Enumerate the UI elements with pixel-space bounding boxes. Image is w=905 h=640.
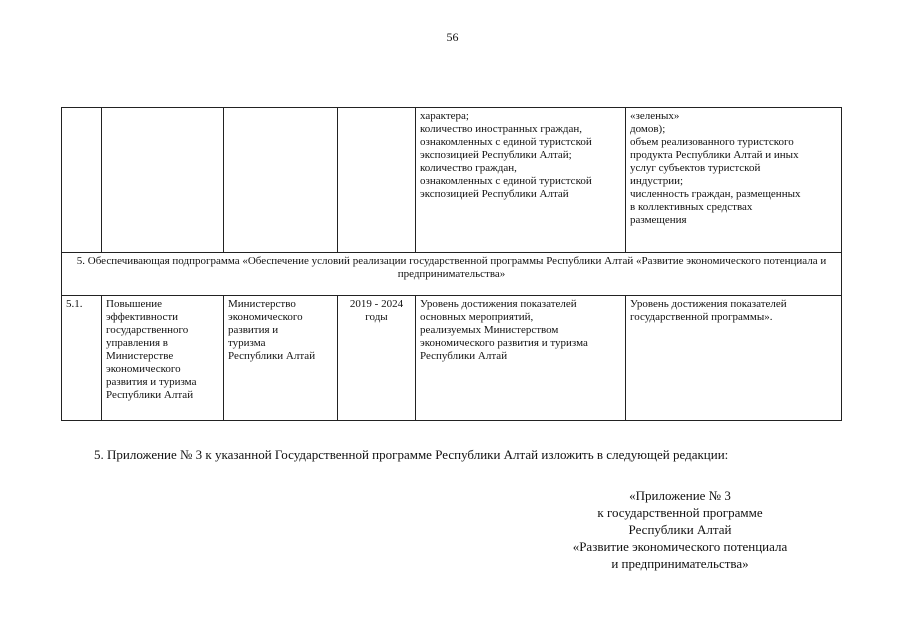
text-line: Республики Алтай [420, 350, 508, 362]
text-line: Повышение [106, 298, 163, 310]
cell-executor [224, 108, 338, 253]
text-line: продукта Республики Алтай и иных [630, 149, 799, 161]
cell-indicators [416, 108, 626, 253]
text-line: услуг субъектов туристской [630, 162, 761, 174]
text-line: домов); [630, 123, 666, 135]
page-number: 56 [446, 30, 459, 44]
text-line: основных мероприятий, [420, 311, 534, 323]
cell-num: 5.1. [62, 296, 102, 421]
text-line: туризма [228, 337, 266, 349]
appendix-heading [520, 487, 840, 572]
text-line: «зеленых» [630, 110, 680, 122]
appendix-line: Республики Алтай [628, 522, 732, 537]
table-row-section [62, 253, 842, 296]
table-row-continuation [62, 108, 842, 253]
text-line: Министерстве [106, 350, 174, 362]
text-line: развития и туризма [106, 376, 197, 388]
text-line: экономического развития и туризма [420, 337, 588, 349]
text-line: объем реализованного туристского [630, 136, 794, 148]
cell-results [626, 108, 842, 253]
cell-period [338, 108, 416, 253]
text-line: экономического [228, 311, 303, 323]
text-line: Министерство [228, 298, 296, 310]
text-line: Уровень достижения показателей [630, 298, 787, 310]
text-line: эффективности [106, 311, 179, 323]
text-line: экспозицией Республики Алтай [420, 188, 569, 200]
text-line: численность граждан, размещенных [630, 188, 801, 200]
text-line: размещения [630, 214, 687, 226]
text-line: Уровень достижения показателей [420, 298, 577, 310]
text-line: 2019 - 2024 [349, 298, 404, 310]
text-line: ознакомленных с единой туристской [420, 136, 592, 148]
cell-results [626, 296, 842, 421]
paragraph-5: 5. Приложение № 3 к указанной Государственной программе Республики Алтай изложить в следующей редакции: [94, 447, 729, 462]
text-line: развития и [228, 324, 279, 336]
text-line: количество граждан, [420, 162, 517, 174]
text-line: экспозицией Республики Алтай; [420, 149, 572, 161]
text-line: Республики Алтай [106, 389, 194, 401]
cell-period [338, 296, 416, 421]
cell-executor [224, 296, 338, 421]
text-line: количество иностранных граждан, [420, 123, 583, 135]
section-header: 5. Обеспечивающая подпрограмма «Обеспечение условий реализации государственной программы Республики Алтай «Развитие экономического потенциала и предпринимательства» [62, 253, 842, 296]
cell-task [102, 296, 224, 421]
appendix-line: к государственной программе [597, 505, 763, 520]
appendix-line: «Развитие экономического потенциала [572, 539, 788, 554]
text-line: характера; [420, 110, 469, 122]
text-line: ознакомленных с единой туристской [420, 175, 592, 187]
cell-num [62, 108, 102, 253]
appendix-line: «Приложение № 3 [629, 488, 731, 503]
text-line: Республики Алтай [228, 350, 316, 362]
text-line: государственного [106, 324, 189, 336]
cell-indicators [416, 296, 626, 421]
table-row-5-1 [62, 296, 842, 421]
text-line: годы [365, 311, 388, 323]
appendix-line: и предпринимательства» [611, 556, 749, 571]
program-table [61, 107, 842, 421]
text-line: управления в [106, 337, 168, 349]
cell-task [102, 108, 224, 253]
text-line: в коллективных средствах [630, 201, 753, 213]
text-line: государственной программы». [630, 311, 773, 323]
text-line: индустрии; [630, 175, 684, 187]
text-line: экономического [106, 363, 181, 375]
text-line: реализуемых Министерством [420, 324, 559, 336]
